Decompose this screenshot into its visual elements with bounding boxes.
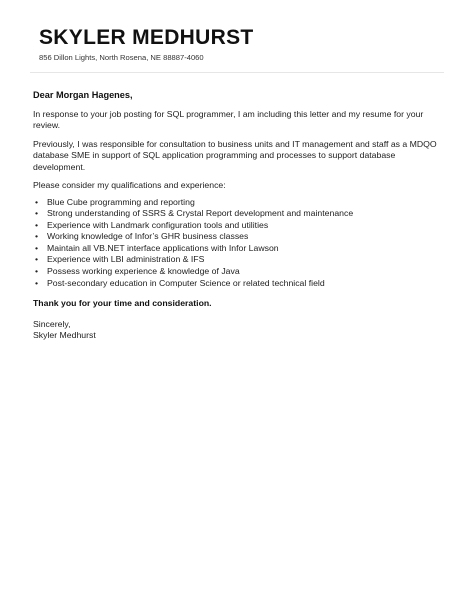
- list-item: [33, 254, 443, 266]
- qualifications-intro: Please consider my qualifications and experience:: [33, 180, 226, 190]
- bullet-icon: •: [35, 277, 39, 288]
- qualifications-list: [33, 197, 443, 290]
- applicant-address: 856 Dillon Lights, North Rosena, NE 88887-4060: [39, 53, 204, 62]
- paragraph-experience: Previously, I was responsible for consultation to business units and IT management and staff as a MDQO database SME in support of SQL application programming and processes to support database development.: [33, 138, 437, 172]
- header-divider: [30, 72, 444, 73]
- bullet-icon: •: [35, 208, 39, 219]
- salutation: Dear Morgan Hagenes,: [33, 90, 133, 100]
- bullet-icon: •: [35, 242, 39, 253]
- bullet-icon: •: [35, 219, 39, 230]
- bullet-icon: •: [35, 231, 39, 242]
- list-item-text: Maintain all VB.NET interface applications with Infor Lawson: [47, 242, 279, 253]
- list-item: [33, 208, 443, 220]
- list-item-text: Experience with Landmark configuration tools and utilities: [47, 219, 269, 230]
- paragraph-intro: In response to your job posting for SQL programmer, I am including this letter and my resume for your review.: [33, 108, 424, 130]
- list-item: [33, 278, 443, 290]
- thank-you-line: Thank you for your time and consideration.: [33, 298, 212, 309]
- list-item-text: Blue Cube programming and reporting: [47, 196, 195, 207]
- bullet-icon: •: [35, 196, 39, 207]
- bullet-icon: •: [35, 266, 39, 277]
- list-item-text: Possess working experience & knowledge of Java: [47, 266, 240, 277]
- applicant-name: SKYLER MEDHURST: [39, 26, 254, 49]
- letter-header: [39, 26, 449, 63]
- list-item-text: Post-secondary education in Computer Science or related technical field: [47, 277, 325, 288]
- list-item: [33, 266, 443, 278]
- list-item: [33, 220, 443, 232]
- list-item: [33, 243, 443, 255]
- list-item-text: Experience with LBI administration & IFS: [47, 254, 205, 265]
- list-item: [33, 231, 443, 243]
- bullet-icon: •: [35, 254, 39, 265]
- closing-salutation: Sincerely,: [33, 318, 71, 329]
- signature-name: Skyler Medhurst: [33, 330, 96, 341]
- list-item-text: Strong understanding of SSRS & Crystal Report development and maintenance: [47, 208, 354, 219]
- list-item: [33, 197, 443, 209]
- list-item-text: Working knowledge of Infor’s GHR business classes: [47, 231, 249, 242]
- letter-body: [33, 90, 443, 342]
